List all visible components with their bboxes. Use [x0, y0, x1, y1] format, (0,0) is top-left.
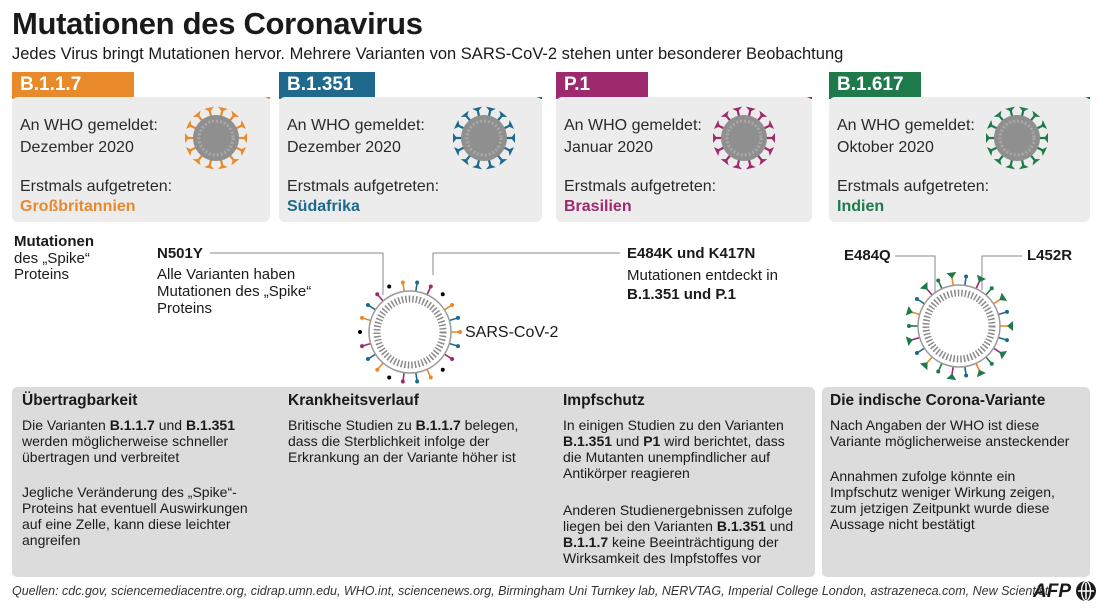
first-place: Südafrika [287, 198, 360, 215]
first-place: Großbritannien [20, 198, 136, 215]
e484k-text: Mutationen entdeckt in [627, 267, 778, 284]
who-label: An WHO gemeldet: [20, 117, 158, 134]
who-date: Oktober 2020 [837, 139, 934, 156]
info-panel [12, 387, 815, 577]
variant-label: P.1 [556, 72, 648, 99]
first-label: Erstmals aufgetreten: [564, 178, 717, 195]
e484k-label: E484K und K417N [627, 245, 756, 262]
variant-label: B.1.617 [829, 72, 921, 99]
transmission-text-1: Die Varianten B.1.1.7 und B.1.351 werden möglicherweise schneller übertragen und verbreitet [22, 417, 236, 465]
mutations-subheading: des „Spike“ Proteins [14, 250, 90, 283]
variant-card [556, 97, 812, 222]
indian-variant-text-2: Annahmen zufolge könnte ein Impfschutz weniger Wirkung zeigen, zum jetzigen Zeitpunkt wurde diese Aussage nicht bestätigt [830, 468, 1055, 532]
variant-card [12, 97, 270, 222]
who-date: Januar 2020 [564, 139, 653, 156]
sources-footnote: Quellen: cdc.gov, sciencemediacentre.org, cidrap.umn.edu, WHO.int, sciencenews.org, Birmingham Uni Turnkey lab, NERVTAG, Imperial College London, astrazeneca.com, New Scientist [12, 584, 1049, 598]
e484k-variants: B.1.351 und P.1 [627, 286, 736, 303]
page-title: Mutationen des Coronavirus [12, 6, 423, 41]
indian-variant-virus-icon [899, 266, 1019, 386]
variant-label: B.1.1.7 [12, 72, 134, 99]
first-label: Erstmals aufgetreten: [20, 178, 173, 195]
sars-cov-2-label: SARS-CoV-2 [465, 324, 559, 341]
page-subtitle: Jedes Virus bringt Mutationen hervor. Mehrere Varianten von SARS-CoV-2 stehen unter besonderer Beobachtung [12, 45, 844, 63]
n501y-label: N501Y [157, 245, 203, 262]
vaccine-text-1: In einigen Studien zu den Varianten B.1.351 und P1 wird berichtet, dass die Mutanten unempfindlicher auf Antikörper reagieren [563, 417, 785, 481]
first-place: Brasilien [564, 198, 632, 215]
who-label: An WHO gemeldet: [287, 117, 425, 134]
transmission-text-2: Jegliche Veränderung des „Spike“-Proteins hat eventuell Auswirkungen auf eine Zelle, kann diese leichter angreifen [22, 484, 248, 548]
variant-label: B.1.351 [279, 72, 375, 99]
mutations-heading: Mutationen [14, 233, 94, 250]
who-label: An WHO gemeldet: [837, 117, 975, 134]
virus-icon [706, 100, 782, 176]
transmission-heading: Übertragbarkeit [22, 392, 138, 409]
indian-variant-heading: Die indische Corona-Variante [830, 392, 1046, 409]
n501y-text: Alle Varianten haben Mutationen des „Spike“ Proteins [157, 266, 312, 317]
indian-variant-text-1: Nach Angaben der WHO ist diese Variante möglicherweise ansteckender [830, 417, 1070, 449]
indian-variant-panel [822, 387, 1090, 577]
virus-icon [446, 100, 522, 176]
l452r-label: L452R [1027, 247, 1073, 264]
variant-card [279, 97, 542, 222]
sars-cov-2-icon [350, 272, 470, 392]
first-label: Erstmals aufgetreten: [287, 178, 440, 195]
vaccine-text-2: Anderen Studienergebnissen zufolge liegen bei den Varianten B.1.351 und B.1.1.7 keine Beeinträchtigung der Wirksamkeit des Impfstoffes vor [563, 502, 794, 566]
afp-logo: AFP [1033, 581, 1071, 602]
afp-logo-icon [1075, 580, 1097, 602]
first-label: Erstmals aufgetreten: [837, 178, 990, 195]
variant-card [829, 97, 1090, 222]
who-date: Dezember 2020 [20, 139, 134, 156]
course-text: Britische Studien zu B.1.1.7 belegen, dass die Sterblichkeit infolge der Erkrankung an der Variante höher ist [288, 417, 519, 465]
who-date: Dezember 2020 [287, 139, 401, 156]
virus-icon [979, 100, 1055, 176]
vaccine-heading: Impfschutz [563, 392, 645, 409]
who-label: An WHO gemeldet: [564, 117, 702, 134]
course-heading: Krankheitsverlauf [288, 392, 419, 409]
e484q-label: E484Q [844, 247, 891, 264]
first-place: Indien [837, 198, 885, 215]
virus-icon [178, 100, 254, 176]
